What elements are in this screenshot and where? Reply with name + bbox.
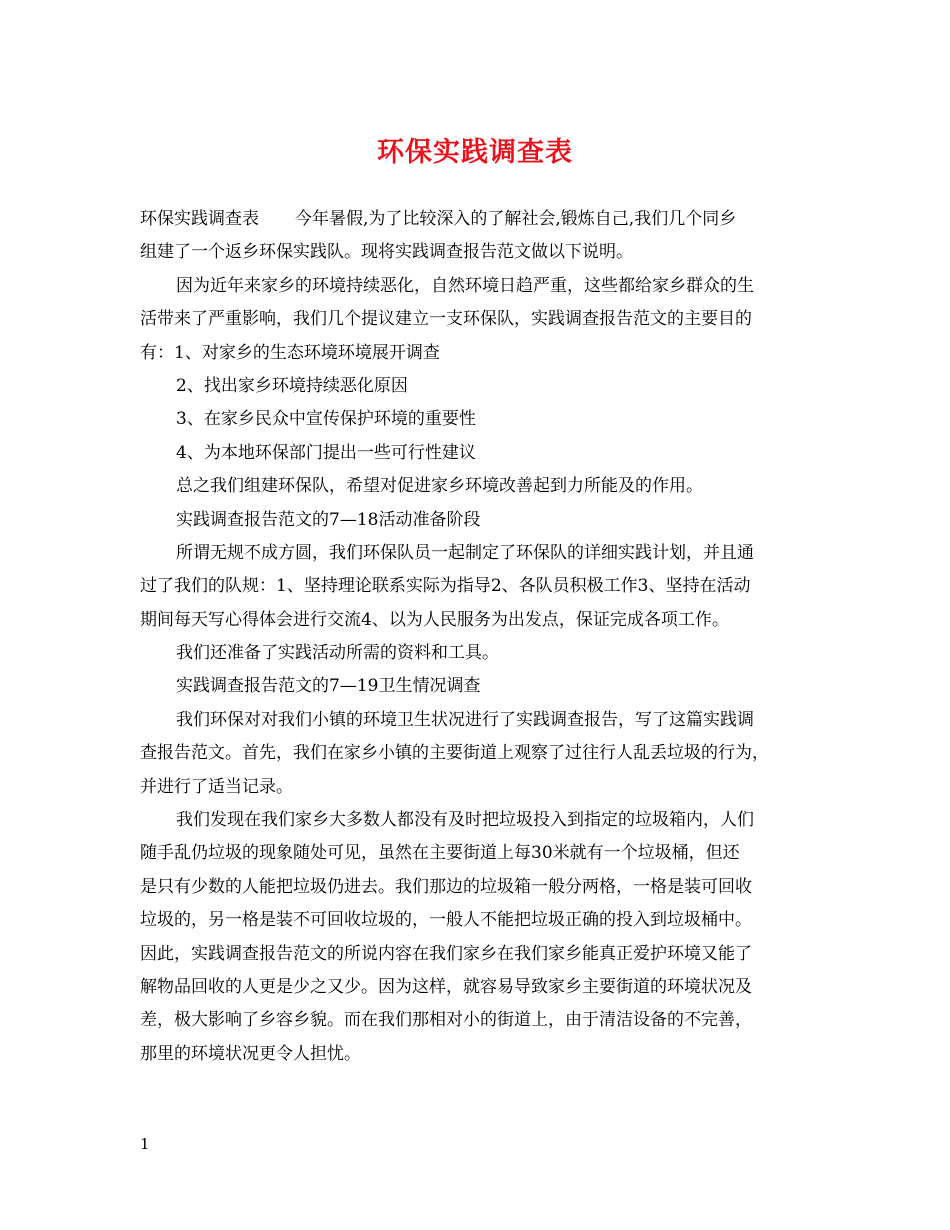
page-number: 1 [140, 1135, 150, 1153]
text-line: 我们环保对对我们小镇的环境卫生状况进行了实践调查报告，写了这篇实践调 [176, 709, 754, 730]
text-segment: 环保实践调查表 [140, 209, 259, 229]
text-line: 实践调查报告范文的7—19卫生情况调查 [176, 676, 481, 697]
text-line: 我们还准备了实践活动所需的资料和工具。 [176, 643, 499, 664]
text-line: 我们发现在我们家乡大多数人都没有及时把垃圾投入到指定的垃圾箱内，人们 [176, 810, 754, 831]
text-line: 2、找出家乡环境持续恶化原因 [176, 375, 408, 396]
text-line: 查报告范文。首先，我们在家乡小镇的主要街道上观察了过往行人乱丢垃圾的行为， [140, 743, 769, 764]
text-segment: 今年暑假,为了比较深入的了解社会,锻炼自己,我们几个同乡 [295, 209, 737, 229]
text-line: 差，极大影响了乡容乡貌。而在我们那相对小的街道上，由于清洁设备的不完善， [140, 1010, 752, 1031]
text-line [140, 203, 820, 236]
text-line: 因此，实践调查报告范文的所说内容在我们家乡在我们家乡能真正爱护环境又能了 [140, 943, 752, 964]
text-line: 总之我们组建环保队，希望对促进家乡环境改善起到力所能及的作用。 [176, 476, 703, 497]
text-line: 所谓无规不成方圆，我们环保队员一起制定了环保队的详细实践计划，并且通 [176, 542, 754, 563]
text-line: 随手乱仍垃圾的现象随处可见，虽然在主要街道上每30米就有一个垃圾桶，但还 [140, 843, 740, 864]
text-line: 是只有少数的人能把垃圾仍进去。我们那边的垃圾箱一般分两格，一格是装可回收 [140, 876, 752, 897]
document-body [140, 203, 820, 1071]
text-line: 解物品回收的人更是少之又少。因为这样，就容易导致家乡主要街道的环境状况及 [140, 976, 752, 997]
text-line: 有：1、对家乡的生态环境环境展开调查 [140, 342, 440, 363]
text-line: 过了我们的队规：1、坚持理论联系实际为指导2、各队员积极工作3、坚持在活动 [140, 576, 751, 597]
text-line: 因为近年来家乡的环境持续恶化，自然环境日趋严重，这些都给家乡群众的生 [176, 275, 754, 296]
text-line: 垃圾的，另一格是装不可回收垃圾的，一般人不能把垃圾正确的投入到垃圾桶中。 [140, 910, 752, 931]
text-line: 活带来了严重影响，我们几个提议建立一支环保队，实践调查报告范文的主要目的 [140, 309, 752, 330]
text-line: 3、在家乡民众中宣传保护环境的重要性 [176, 409, 476, 430]
document-title: 环保实践调查表 [377, 137, 573, 168]
text-line: 实践调查报告范文的7—18活动准备阶段 [176, 509, 481, 530]
text-line: 期间每天写心得体会进行交流4、以为人民服务为出发点，保证完成各项工作。 [140, 609, 729, 630]
text-line: 4、为本地环保部门提出一些可行性建议 [176, 442, 476, 463]
text-line: 那里的环境状况更令人担忧。 [140, 1043, 361, 1064]
text-line: 组建了一个返乡环保实践队。现将实践调查报告范文做以下说明。 [140, 242, 633, 263]
text-line: 并进行了适当记录。 [140, 776, 293, 797]
